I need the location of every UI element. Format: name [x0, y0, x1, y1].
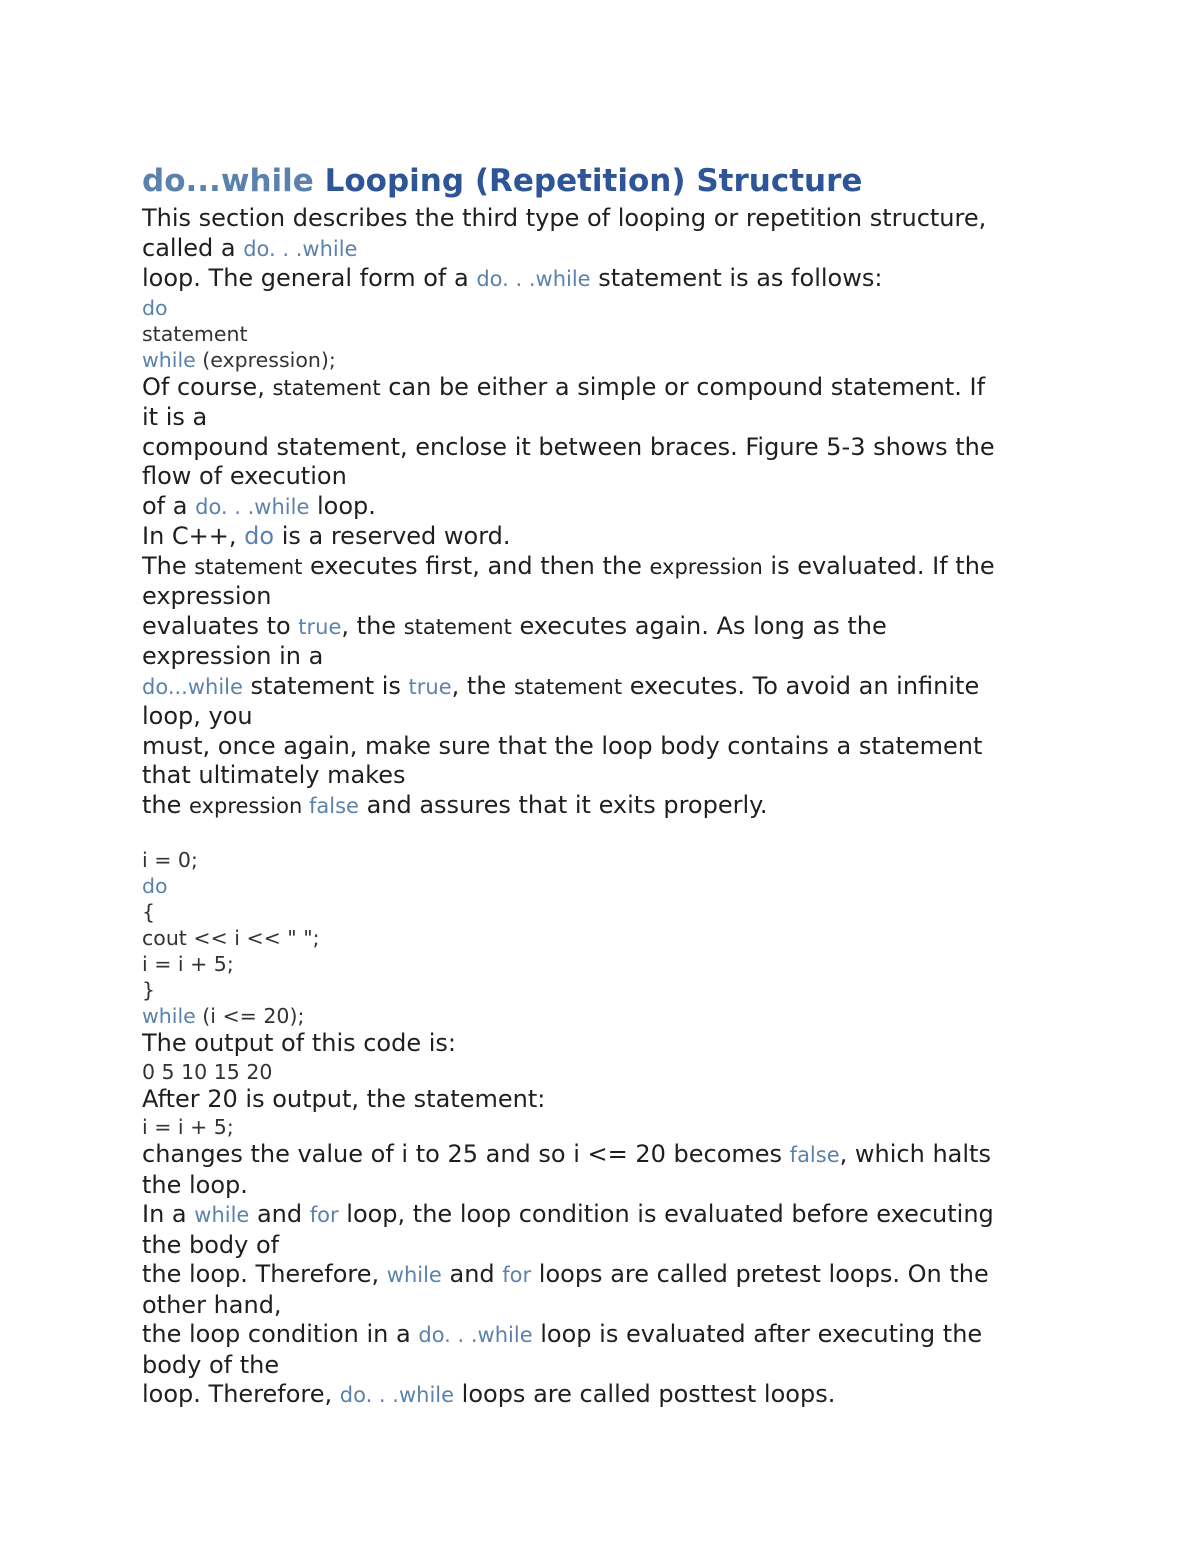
- keyword-do: do: [142, 674, 168, 699]
- para4-line-5: [142, 1320, 1067, 1351]
- output-after: After 20 is output, the statement:: [142, 1084, 546, 1113]
- para3-line-4: expression in a: [142, 642, 324, 670]
- text: executes. To avoid an infinite: [622, 671, 980, 700]
- text: In a: [142, 1200, 195, 1228]
- term-statement: statement: [272, 375, 381, 400]
- text: , the: [341, 611, 404, 640]
- text: loops are called pretest loops. On the: [531, 1260, 989, 1288]
- code-line-5: i = i + 5;: [142, 952, 234, 976]
- code-line-3: {: [142, 900, 156, 924]
- keyword-do: do: [339, 1383, 366, 1407]
- para3-line-7: must, once again, make sure that the loop body contains a statement: [142, 731, 983, 760]
- text: is evaluated. If the: [762, 551, 995, 580]
- text: changes the value of i to 25 and so i <= 20 becomes: [142, 1140, 790, 1168]
- para3-line-3: [142, 612, 1067, 643]
- heading-keyword: do...while: [142, 163, 314, 199]
- intro-line-1: This section describes the third type of looping or repetition structure,: [142, 204, 987, 232]
- text: and: [441, 1260, 503, 1288]
- keyword-ellipsis: ...: [167, 674, 188, 699]
- para3-line-8: that ultimately makes: [142, 761, 406, 789]
- keyword-while: while: [142, 1004, 196, 1028]
- output-label: The output of this code is:: [142, 1029, 457, 1057]
- keyword-for: for: [309, 1203, 339, 1227]
- text: the loop condition in a: [142, 1320, 419, 1348]
- text: executes first, and then the: [302, 551, 650, 580]
- keyword-while: while: [187, 674, 243, 699]
- para3-line-1: [142, 552, 1067, 583]
- code-line-4: cout << i << " ";: [142, 926, 320, 950]
- term-expression: expression: [649, 554, 763, 579]
- section-heading: [142, 160, 1067, 202]
- keyword-while: . . .while: [365, 1383, 455, 1407]
- intro-line-3: [142, 264, 1067, 295]
- syntax-while: [142, 347, 1067, 373]
- text: evaluates to: [142, 611, 299, 640]
- para3-line-6: loop, you: [142, 702, 253, 730]
- text: The: [142, 551, 195, 580]
- blank-line: [142, 821, 1067, 847]
- para4-line-1: [142, 1200, 1067, 1231]
- text: of a: [142, 491, 196, 520]
- para4-line-7: [142, 1380, 1067, 1411]
- keyword-while: . . .while: [444, 1323, 533, 1347]
- text: statement is: [242, 671, 409, 700]
- code-line-1: i = 0;: [142, 848, 198, 872]
- output-stmt: i = i + 5;: [142, 1115, 234, 1139]
- text: the loop. Therefore,: [142, 1260, 387, 1288]
- keyword-do: do: [418, 1323, 445, 1347]
- heading-text: Looping (Repetition) Structure: [313, 163, 863, 199]
- keyword-true: true: [408, 674, 452, 699]
- keyword-do: do: [195, 494, 221, 519]
- keyword-do: do: [243, 236, 270, 261]
- keyword-false: false: [789, 1143, 840, 1167]
- text: loop.: [309, 491, 376, 520]
- text: loops are called posttest loops.: [454, 1380, 836, 1408]
- keyword-while: while: [386, 1263, 442, 1287]
- text: Of course,: [142, 372, 273, 401]
- intro-line-2: [142, 234, 1067, 265]
- text: called a: [142, 233, 244, 262]
- term-statement: statement: [194, 554, 303, 579]
- keyword-false: false: [302, 793, 359, 818]
- para3-line-5: [142, 672, 1067, 703]
- text: loop. Therefore,: [142, 1380, 340, 1408]
- text: and: [249, 1200, 310, 1228]
- keyword-while: . . .while: [269, 236, 358, 261]
- output-line-2: the loop.: [142, 1170, 248, 1199]
- keyword-do: do: [142, 295, 168, 320]
- code-line-2: [142, 873, 1067, 899]
- code-line-7: [142, 1003, 1067, 1029]
- para3-line-2: expression: [142, 582, 272, 610]
- para2-line-1: [142, 373, 1067, 404]
- para2-line-6: [142, 522, 1067, 552]
- keyword-do: do: [476, 267, 503, 291]
- keyword-while: while: [194, 1203, 250, 1227]
- term-statement: statement: [403, 614, 512, 639]
- keyword-while: . . .while: [220, 494, 310, 519]
- output-value: 0 5 10 15 20: [142, 1059, 273, 1084]
- para4-line-3: [142, 1260, 1067, 1291]
- text: is a reserved word.: [274, 522, 511, 550]
- output-line-1: [142, 1140, 1067, 1171]
- text: In C++,: [142, 522, 245, 550]
- para4-line-6: body of the: [142, 1350, 280, 1379]
- text: (expression);: [195, 347, 336, 372]
- keyword-while: while: [142, 347, 196, 372]
- text: , the: [451, 671, 514, 700]
- term-statement: statement: [513, 674, 623, 699]
- para2-line-2: it is a: [142, 403, 208, 431]
- para2-line-3: compound statement, enclose it between braces. Figure 5-3 shows the: [142, 432, 995, 461]
- text: , which halts: [839, 1140, 991, 1168]
- text: can be either a simple or compound statement. If: [380, 372, 986, 401]
- keyword-for: for: [502, 1263, 532, 1287]
- text: executes again. As long as the: [511, 611, 887, 640]
- para2-line-5: [142, 492, 1067, 523]
- para3-line-9: [142, 791, 1067, 822]
- text: statement is as follows:: [590, 264, 883, 292]
- text: (i <= 20);: [195, 1004, 305, 1028]
- para4-line-4: other hand,: [142, 1290, 282, 1319]
- keyword-true: true: [298, 614, 342, 639]
- code-line-6: }: [142, 978, 156, 1002]
- para4-line-2: the body of: [142, 1230, 280, 1259]
- text: loop. The general form of a: [142, 264, 477, 292]
- document-page: [142, 160, 1067, 1411]
- syntax-statement: statement: [142, 321, 248, 346]
- text: loop, the loop condition is evaluated before executing: [338, 1200, 994, 1228]
- syntax-do: [142, 295, 1067, 321]
- keyword-do: do: [142, 874, 168, 898]
- text: and assures that it exits properly.: [358, 790, 768, 819]
- para2-line-4: flow of execution: [142, 462, 347, 490]
- term-expression: expression: [189, 793, 303, 818]
- keyword-do: do: [244, 522, 275, 550]
- text: loop is evaluated after executing the: [532, 1320, 983, 1348]
- keyword-while: . . .while: [502, 267, 591, 291]
- text: the: [142, 790, 190, 819]
